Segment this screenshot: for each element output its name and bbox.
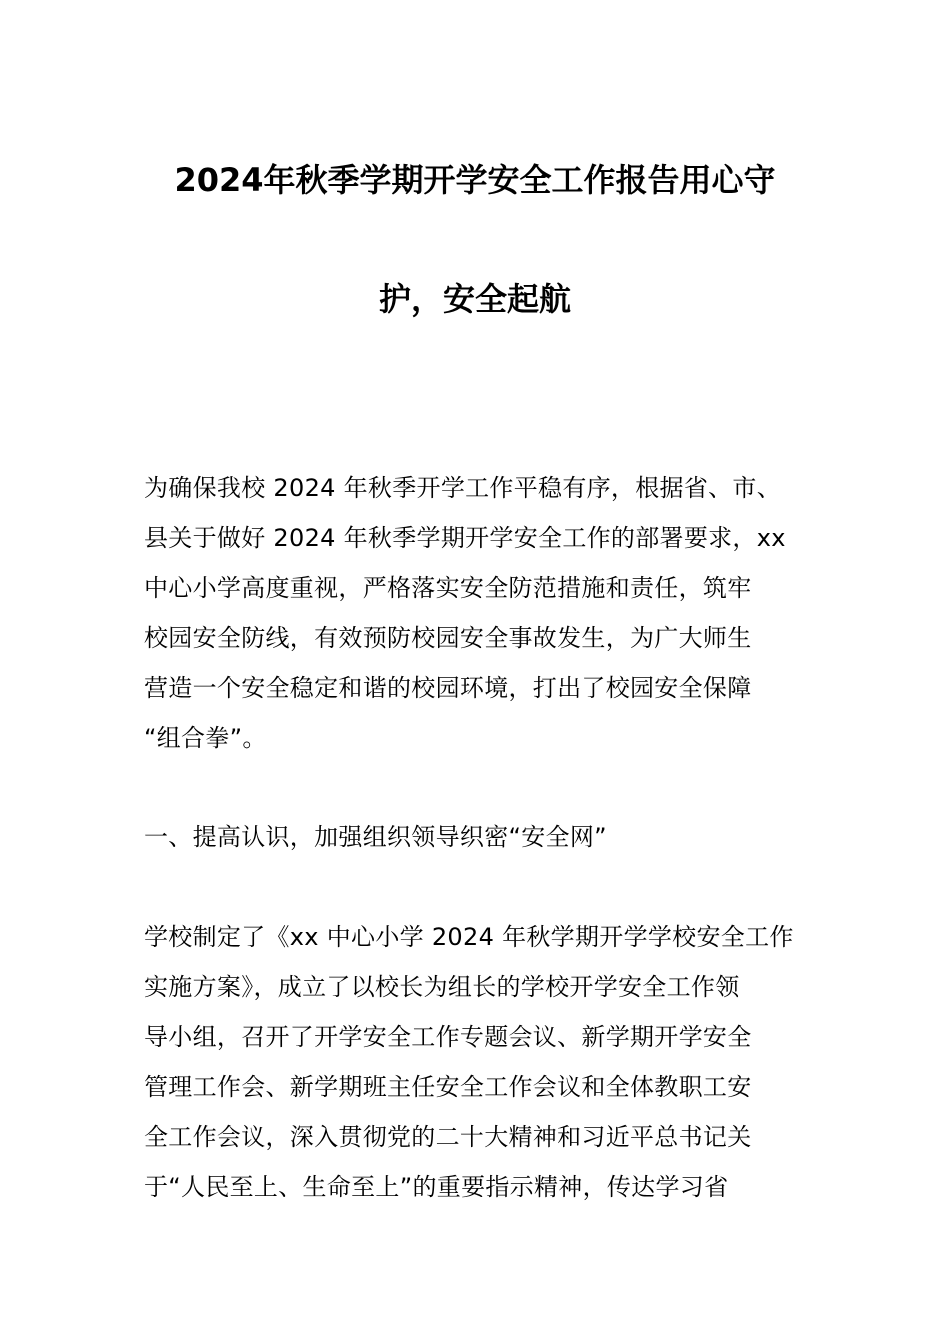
paragraph-line: 校园安全防线，有效预防校园安全事故发生，为广大师生 (144, 624, 752, 652)
section-heading-1 (144, 812, 806, 862)
paragraph-line: 全工作会议，深入贯彻党的二十大精神和习近平总书记关 (144, 1123, 752, 1151)
document-title-line-2: 护，安全起航 (378, 280, 571, 318)
paragraph-line: 于“人民至上、生命至上”的重要指示精神，传达学习省 (144, 1173, 729, 1201)
paragraph-line: “组合拳”。 (144, 724, 267, 752)
paragraph-line: 管理工作会、新学期班主任安全工作会议和全体教职工安 (144, 1073, 752, 1101)
paragraph-line: 学校制定了《xx 中心小学 2024 年秋学期开学学校安全工作 (144, 923, 794, 951)
paragraph-line: 为确保我校 2024 年秋季开学工作平稳有序，根据省、市、 (144, 474, 782, 502)
paragraph-line: 实施方案》，成立了以校长为组长的学校开学安全工作领 (144, 973, 740, 1001)
document-title-line-1: 2024年秋季学期开学安全工作报告用心守 (174, 161, 776, 199)
paragraph-line: 导小组，召开了开学安全工作专题会议、新学期开学安全 (144, 1023, 752, 1051)
paragraph-line: 中心小学高度重视，严格落实安全防范措施和责任，筑牢 (144, 574, 752, 602)
paragraph-line: 营造一个安全稳定和谐的校园环境，打出了校园安全保障 (144, 674, 752, 702)
section-heading-text: 一、提高认识，加强组织领导织密“安全网” (144, 823, 607, 851)
paragraph-intro (144, 463, 806, 763)
paragraph-section-1 (144, 912, 806, 1212)
paragraph-line: 县关于做好 2024 年秋季学期开学安全工作的部署要求，xx (144, 524, 786, 552)
